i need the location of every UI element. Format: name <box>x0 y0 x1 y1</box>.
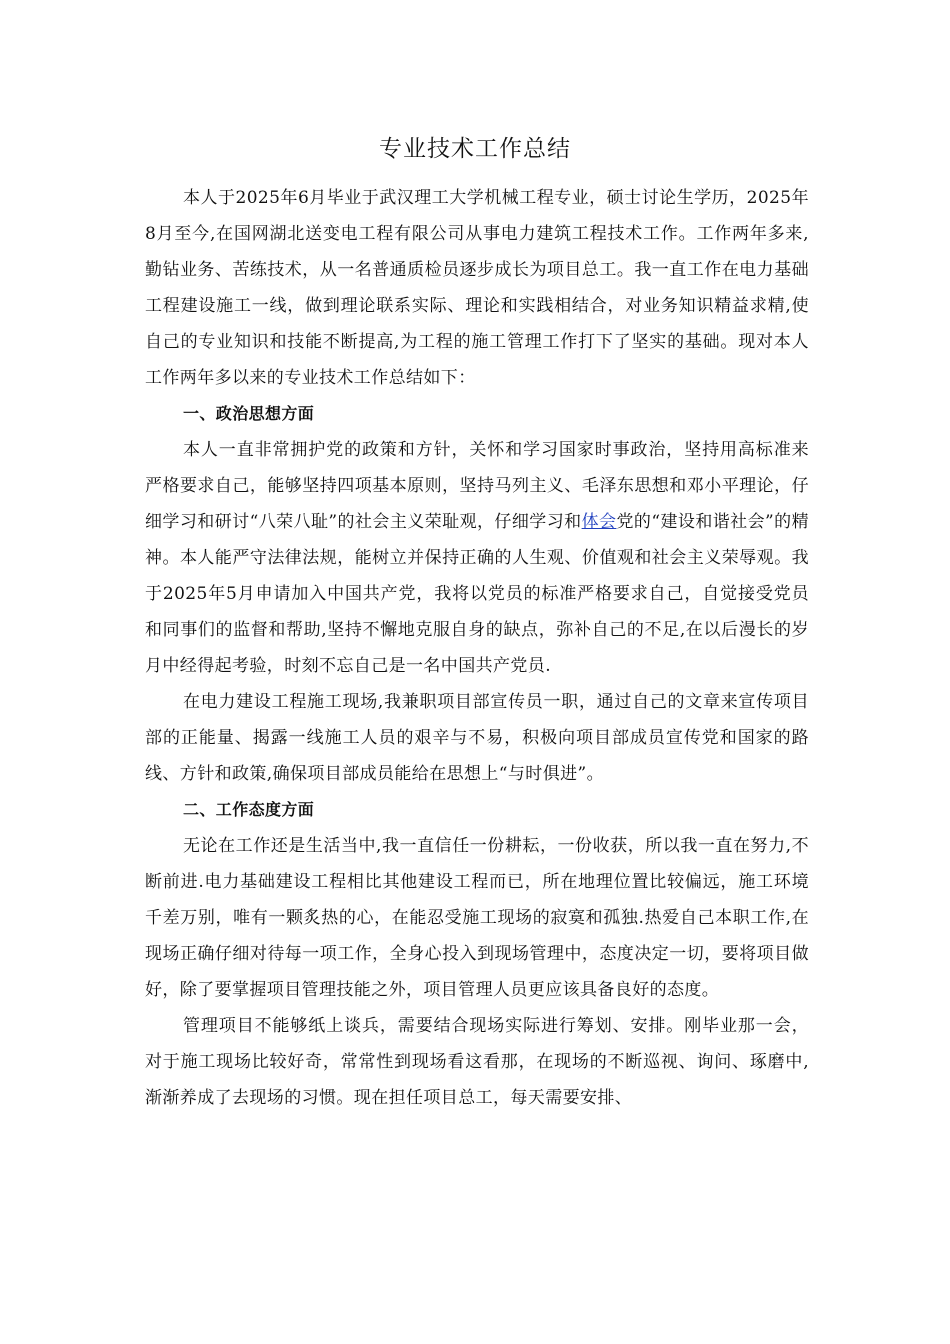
section-heading-attitude: 二、工作态度方面 <box>183 800 315 819</box>
paragraph-political-text-b: 党的“建设和谐社会”的精神。本人能严守法律法规，能树立并保持正确的人生观、价值观和社会主义荣辱观。我于2025年5月申请加入中国共产党，我将以党员的标准严格要求自己，自觉接受党员和同事们的监督和帮助,坚持不懈地克服自身的缺点，弥补自己的不足,在以后漫长的岁月中经得起考验，时刻不忘自己是一名中国共产党员. <box>145 512 809 676</box>
paragraph-political <box>145 432 809 684</box>
document-title: 专业技术工作总结 <box>379 136 571 162</box>
paragraph-management: 管理项目不能够纸上谈兵，需要结合现场实际进行筹划、安排。刚毕业那一会，对于施工现场比较好奇，常常性到现场看这看那，在现场的不断巡视、询问、琢磨中,渐渐养成了去现场的习惯。现在担任项目总工，每天需要安排、 <box>145 1016 809 1108</box>
paragraph-attitude: 无论在工作还是生活当中,我一直信任一份耕耘，一份收获，所以我一直在努力,不断前进.电力基础建设工程相比其他建设工程而已，所在地理位置比较偏远，施工环境千差万别，唯有一颗炙热的心，在能忍受施工现场的寂寞和孤独.热爱自己本职工作,在现场正确仔细对待每一项工作，全身心投入到现场管理中，态度决定一切，要将项目做好，除了要掌握项目管理技能之外，项目管理人员更应该具备良好的态度。 <box>145 836 809 1000</box>
document-body <box>145 180 809 1116</box>
hyperlink-tihui[interactable]: 体会 <box>581 512 617 532</box>
paragraph-publicity: 在电力建设工程施工现场,我兼职项目部宣传员一职，通过自己的文章来宣传项目部的正能量、揭露一线施工人员的艰辛与不易，积极向项目部成员宣传党和国家的路线、方针和政策,确保项目部成员能给在思想上“与时俱进”。 <box>145 692 809 784</box>
paragraph-intro: 本人于2025年6月毕业于武汉理工大学机械工程专业，硕士讨论生学历，2025年8月至今,在国网湖北送变电工程有限公司从事电力建筑工程技术工作。工作两年多来,勤钻业务、苦练技术，从一名普通质检员逐步成长为项目总工。我一直工作在电力基础工程建设施工一线，做到理论联系实际、理论和实践相结合，对业务知识精益求精,使自己的专业知识和技能不断提高,为工程的施工管理工作打下了坚实的基础。现对本人工作两年多以来的专业技术工作总结如下： <box>145 188 809 388</box>
paragraph-political-text-a: 本人一直非常拥护党的政策和方针，关怀和学习国家时事政治，坚持用高标准来严格要求自己，能够坚持四项基本原则，坚持马列主义、毛泽东思想和邓小平理论，仔细学习和研讨“八荣八耻”的社会主义荣耻观，仔细学习和 <box>145 440 809 532</box>
section-heading-political: 一、政治思想方面 <box>183 404 315 423</box>
